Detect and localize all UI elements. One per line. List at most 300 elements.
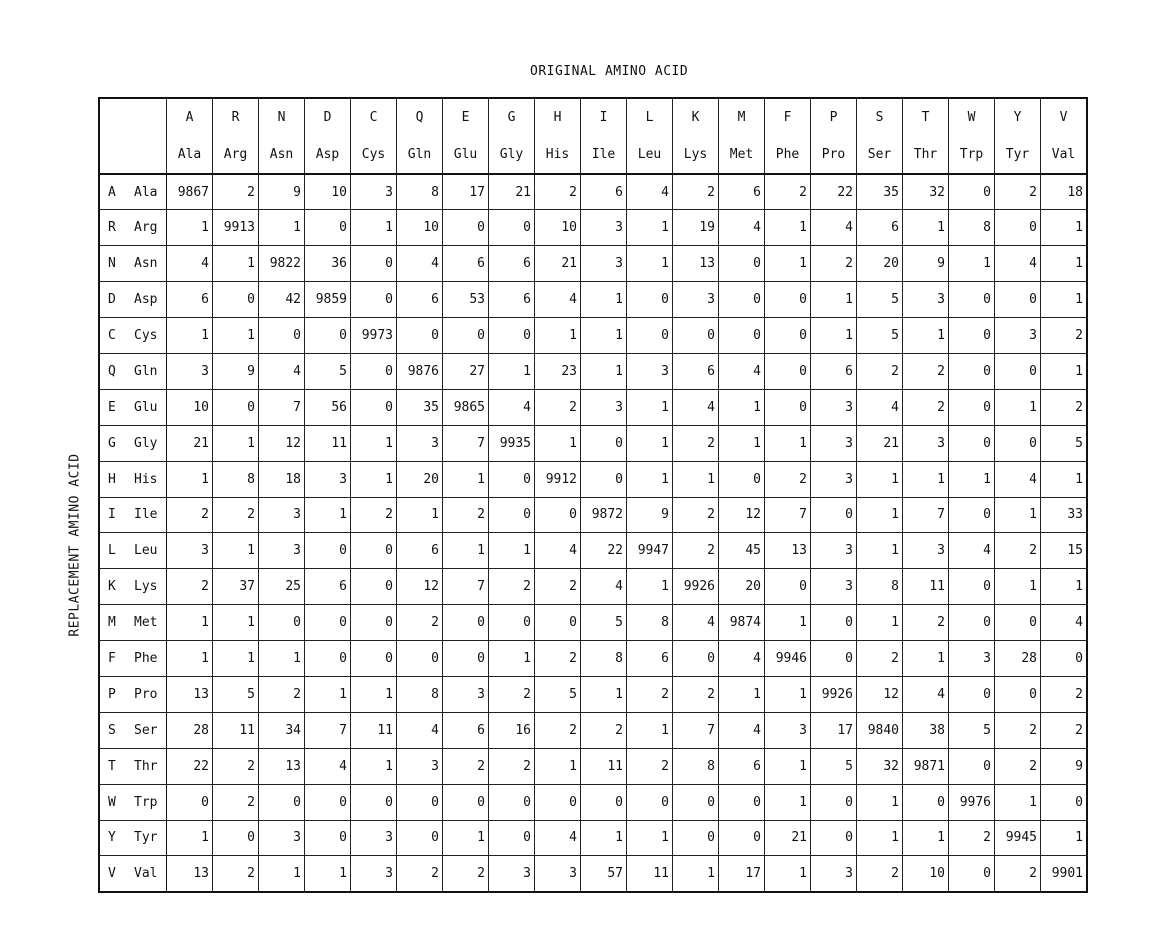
table-cell: 2 xyxy=(673,425,719,461)
table-cell: 25 xyxy=(259,569,305,605)
table-cell: 10 xyxy=(305,174,351,210)
column-header-arg xyxy=(213,98,259,174)
table-cell: 1 xyxy=(627,210,673,246)
column-name: His xyxy=(545,147,570,162)
table-cell: 1 xyxy=(1041,282,1088,318)
table-cell: 13 xyxy=(167,856,213,892)
table-cell: 1 xyxy=(489,533,535,569)
table-row-asn xyxy=(99,246,1087,282)
table-cell: 0 xyxy=(949,569,995,605)
table-cell: 0 xyxy=(719,461,765,497)
table-cell: 3 xyxy=(489,856,535,892)
table-cell: 3 xyxy=(351,856,397,892)
table-row-cys xyxy=(99,318,1087,354)
row-header-leu xyxy=(99,533,167,569)
column-name: Met xyxy=(729,147,754,162)
table-cell: 2 xyxy=(443,497,489,533)
table-cell: 2 xyxy=(903,389,949,425)
table-cell: 1 xyxy=(903,461,949,497)
table-cell: 0 xyxy=(397,641,443,677)
table-cell: 1 xyxy=(535,425,581,461)
row-code: S xyxy=(108,722,116,738)
table-cell: 0 xyxy=(765,353,811,389)
table-cell: 2 xyxy=(397,605,443,641)
row-code: M xyxy=(108,615,116,631)
row-name: Arg xyxy=(134,220,158,236)
table-cell: 2 xyxy=(673,533,719,569)
table-cell: 8 xyxy=(673,748,719,784)
table-cell: 4 xyxy=(673,605,719,641)
table-cell: 0 xyxy=(397,820,443,856)
table-cell: 1 xyxy=(719,425,765,461)
table-cell: 20 xyxy=(397,461,443,497)
table-cell: 4 xyxy=(719,712,765,748)
row-name: Glu xyxy=(134,399,158,415)
column-name: Thr xyxy=(913,147,938,162)
row-name: Asp xyxy=(134,292,158,308)
table-cell: 1 xyxy=(351,210,397,246)
table-cell: 0 xyxy=(581,425,627,461)
table-cell: 2 xyxy=(811,246,857,282)
column-name: Trp xyxy=(959,147,984,162)
column-name: Phe xyxy=(775,147,800,162)
table-cell: 2 xyxy=(443,856,489,892)
table-cell: 0 xyxy=(489,820,535,856)
table-cell: 1 xyxy=(167,820,213,856)
table-cell: 53 xyxy=(443,282,489,318)
table-cell: 1 xyxy=(213,641,259,677)
table-cell: 0 xyxy=(765,318,811,354)
table-cell: 2 xyxy=(213,748,259,784)
table-cell: 2 xyxy=(535,174,581,210)
table-cell: 0 xyxy=(305,318,351,354)
column-name: Pro xyxy=(821,147,846,162)
table-cell: 1 xyxy=(903,641,949,677)
table-cell: 2 xyxy=(535,712,581,748)
column-code: V xyxy=(1059,110,1068,125)
column-code: N xyxy=(277,110,286,125)
table-cell: 9867 xyxy=(167,174,213,210)
table-cell: 0 xyxy=(213,282,259,318)
table-cell: 1 xyxy=(627,820,673,856)
table-cell: 1 xyxy=(213,605,259,641)
table-cell: 1 xyxy=(765,605,811,641)
table-cell: 1 xyxy=(213,533,259,569)
table-cell: 1 xyxy=(1041,569,1088,605)
table-cell: 1 xyxy=(903,210,949,246)
table-cell: 10 xyxy=(903,856,949,892)
table-cell: 0 xyxy=(811,784,857,820)
row-name: Leu xyxy=(134,543,158,559)
table-cell: 0 xyxy=(673,318,719,354)
table-cell: 1 xyxy=(903,820,949,856)
table-cell: 1 xyxy=(765,246,811,282)
table-cell: 0 xyxy=(581,461,627,497)
table-cell: 17 xyxy=(811,712,857,748)
table-cell: 1 xyxy=(305,856,351,892)
table-cell: 4 xyxy=(259,353,305,389)
column-header-asn xyxy=(259,98,305,174)
table-cell: 0 xyxy=(719,282,765,318)
table-cell: 9926 xyxy=(673,569,719,605)
table-cell: 1 xyxy=(995,569,1041,605)
table-cell: 0 xyxy=(949,748,995,784)
table-row-arg xyxy=(99,210,1087,246)
table-cell: 9945 xyxy=(995,820,1041,856)
column-header-his xyxy=(535,98,581,174)
table-cell: 0 xyxy=(811,820,857,856)
table-cell: 9976 xyxy=(949,784,995,820)
column-code: L xyxy=(645,110,654,125)
table-cell: 1 xyxy=(443,533,489,569)
table-cell: 1 xyxy=(811,282,857,318)
table-cell: 0 xyxy=(949,425,995,461)
table-cell: 0 xyxy=(305,641,351,677)
table-cell: 4 xyxy=(535,282,581,318)
table-cell: 1 xyxy=(259,210,305,246)
table-cell: 0 xyxy=(719,784,765,820)
table-cell: 0 xyxy=(995,676,1041,712)
row-name: His xyxy=(134,471,158,487)
table-cell: 1 xyxy=(167,210,213,246)
row-code: W xyxy=(108,794,116,810)
table-cell: 13 xyxy=(259,748,305,784)
table-cell: 1 xyxy=(351,676,397,712)
table-cell: 0 xyxy=(535,784,581,820)
column-header-pro xyxy=(811,98,857,174)
column-header-val xyxy=(1041,98,1088,174)
row-code: D xyxy=(108,292,116,308)
table-cell: 1 xyxy=(765,748,811,784)
table-cell: 7 xyxy=(443,569,489,605)
table-cell: 0 xyxy=(397,784,443,820)
column-header-row xyxy=(99,98,1087,174)
table-cell: 0 xyxy=(351,246,397,282)
table-cell: 8 xyxy=(627,605,673,641)
table-cell: 1 xyxy=(581,676,627,712)
column-header-leu xyxy=(627,98,673,174)
table-cell: 34 xyxy=(259,712,305,748)
row-name: Pro xyxy=(134,686,158,702)
table-cell: 4 xyxy=(995,461,1041,497)
table-cell: 21 xyxy=(857,425,903,461)
table-cell: 1 xyxy=(857,605,903,641)
table-cell: 6 xyxy=(489,282,535,318)
table-cell: 11 xyxy=(351,712,397,748)
table-cell: 7 xyxy=(673,712,719,748)
table-cell: 0 xyxy=(397,318,443,354)
column-header-ile xyxy=(581,98,627,174)
table-cell: 2 xyxy=(397,856,443,892)
table-row-his xyxy=(99,461,1087,497)
column-name: Cys xyxy=(361,147,386,162)
table-cell: 0 xyxy=(443,784,489,820)
table-cell: 17 xyxy=(719,856,765,892)
table-cell: 1 xyxy=(1041,210,1088,246)
column-header-gln xyxy=(397,98,443,174)
table-cell: 0 xyxy=(949,318,995,354)
column-code: I xyxy=(599,110,608,125)
table-cell: 13 xyxy=(167,676,213,712)
table-cell: 8 xyxy=(949,210,995,246)
table-cell: 3 xyxy=(581,246,627,282)
column-code: P xyxy=(829,110,838,125)
table-cell: 0 xyxy=(305,784,351,820)
replacement-amino-acid-title: REPLACEMENT AMINO ACID xyxy=(67,453,83,637)
row-code: N xyxy=(108,256,116,272)
table-cell: 2 xyxy=(673,497,719,533)
table-cell: 5 xyxy=(949,712,995,748)
table-cell: 6 xyxy=(719,748,765,784)
table-cell: 1 xyxy=(765,856,811,892)
row-code: F xyxy=(108,651,116,667)
table-cell: 6 xyxy=(581,174,627,210)
row-header-glu xyxy=(99,389,167,425)
table-cell: 9946 xyxy=(765,641,811,677)
row-name: Gln xyxy=(134,363,158,379)
row-header-gln xyxy=(99,353,167,389)
table-row-val xyxy=(99,856,1087,892)
table-cell: 2 xyxy=(1041,676,1088,712)
table-cell: 1 xyxy=(351,461,397,497)
table-cell: 0 xyxy=(719,246,765,282)
table-cell: 6 xyxy=(857,210,903,246)
column-name: Asn xyxy=(269,147,294,162)
table-cell: 3 xyxy=(811,461,857,497)
table-cell: 0 xyxy=(443,210,489,246)
table-cell: 1 xyxy=(1041,353,1088,389)
table-cell: 1 xyxy=(719,676,765,712)
table-cell: 3 xyxy=(351,820,397,856)
column-header-cys xyxy=(351,98,397,174)
table-cell: 15 xyxy=(1041,533,1088,569)
row-header-his xyxy=(99,461,167,497)
column-code: D xyxy=(323,110,332,125)
row-header-ile xyxy=(99,497,167,533)
table-cell: 1 xyxy=(489,641,535,677)
table-cell: 9 xyxy=(213,353,259,389)
table-cell: 4 xyxy=(397,712,443,748)
table-cell: 2 xyxy=(857,856,903,892)
row-code: A xyxy=(108,184,116,200)
column-code: F xyxy=(783,110,792,125)
table-cell: 0 xyxy=(995,425,1041,461)
table-cell: 1 xyxy=(351,425,397,461)
table-cell: 0 xyxy=(719,820,765,856)
original-amino-acid-title: ORIGINAL AMINO ACID xyxy=(530,64,689,79)
table-cell: 0 xyxy=(443,318,489,354)
table-cell: 8 xyxy=(397,676,443,712)
table-cell: 3 xyxy=(397,425,443,461)
table-cell: 20 xyxy=(857,246,903,282)
table-cell: 7 xyxy=(765,497,811,533)
table-cell: 4 xyxy=(167,246,213,282)
table-cell: 0 xyxy=(949,282,995,318)
table-cell: 7 xyxy=(443,425,489,461)
table-cell: 45 xyxy=(719,533,765,569)
table-cell: 9 xyxy=(627,497,673,533)
column-header-tyr xyxy=(995,98,1041,174)
table-cell: 18 xyxy=(1041,174,1088,210)
table-row-lys xyxy=(99,569,1087,605)
table-cell: 42 xyxy=(259,282,305,318)
table-cell: 2 xyxy=(903,605,949,641)
table-cell: 3 xyxy=(397,748,443,784)
table-cell: 6 xyxy=(397,533,443,569)
table-cell: 1 xyxy=(765,676,811,712)
table-cell: 1 xyxy=(581,282,627,318)
row-header-cys xyxy=(99,318,167,354)
table-cell: 3 xyxy=(811,533,857,569)
table-cell: 4 xyxy=(627,174,673,210)
table-cell: 2 xyxy=(535,641,581,677)
table-cell: 6 xyxy=(719,174,765,210)
row-header-ala xyxy=(99,174,167,210)
column-code: Y xyxy=(1013,110,1022,125)
table-cell: 0 xyxy=(949,856,995,892)
table-cell: 1 xyxy=(995,784,1041,820)
table-cell: 1 xyxy=(1041,246,1088,282)
row-code: G xyxy=(108,435,116,451)
table-cell: 2 xyxy=(765,174,811,210)
table-cell: 2 xyxy=(1041,389,1088,425)
table-cell: 56 xyxy=(305,389,351,425)
row-header-trp xyxy=(99,784,167,820)
table-cell: 2 xyxy=(857,353,903,389)
column-name: Glu xyxy=(453,147,478,162)
table-cell: 3 xyxy=(903,425,949,461)
table-cell: 1 xyxy=(351,748,397,784)
table-cell: 1 xyxy=(581,353,627,389)
table-cell: 0 xyxy=(627,784,673,820)
table-cell: 6 xyxy=(811,353,857,389)
table-cell: 17 xyxy=(443,174,489,210)
table-row-gln xyxy=(99,353,1087,389)
table-cell: 0 xyxy=(443,605,489,641)
table-cell: 20 xyxy=(719,569,765,605)
table-cell: 1 xyxy=(903,318,949,354)
table-cell: 9871 xyxy=(903,748,949,784)
table-cell: 6 xyxy=(443,246,489,282)
row-name: Ile xyxy=(134,507,158,523)
table-corner-cell xyxy=(99,98,167,174)
table-cell: 0 xyxy=(811,497,857,533)
table-cell: 13 xyxy=(673,246,719,282)
table-cell: 0 xyxy=(167,784,213,820)
column-header-asp xyxy=(305,98,351,174)
column-header-ser xyxy=(857,98,903,174)
table-cell: 2 xyxy=(213,497,259,533)
table-cell: 5 xyxy=(857,318,903,354)
table-cell: 0 xyxy=(765,569,811,605)
table-cell: 3 xyxy=(995,318,1041,354)
row-name: Ser xyxy=(134,722,158,738)
table-cell: 2 xyxy=(351,497,397,533)
table-row-ser xyxy=(99,712,1087,748)
table-cell: 12 xyxy=(857,676,903,712)
table-cell: 1 xyxy=(811,318,857,354)
table-cell: 1 xyxy=(949,246,995,282)
table-cell: 0 xyxy=(351,389,397,425)
table-cell: 32 xyxy=(903,174,949,210)
table-cell: 9840 xyxy=(857,712,903,748)
table-cell: 3 xyxy=(949,641,995,677)
table-cell: 3 xyxy=(581,210,627,246)
table-cell: 3 xyxy=(443,676,489,712)
table-cell: 1 xyxy=(443,461,489,497)
table-cell: 6 xyxy=(489,246,535,282)
table-cell: 2 xyxy=(535,389,581,425)
table-cell: 4 xyxy=(489,389,535,425)
table-cell: 1 xyxy=(765,425,811,461)
table-cell: 0 xyxy=(351,784,397,820)
table-cell: 0 xyxy=(995,605,1041,641)
table-cell: 1 xyxy=(259,856,305,892)
table-cell: 38 xyxy=(903,712,949,748)
table-cell: 1 xyxy=(673,461,719,497)
table-cell: 0 xyxy=(949,174,995,210)
column-code: Q xyxy=(415,110,424,125)
table-cell: 6 xyxy=(167,282,213,318)
table-cell: 1 xyxy=(627,569,673,605)
table-cell: 27 xyxy=(443,353,489,389)
table-cell: 4 xyxy=(397,246,443,282)
table-cell: 3 xyxy=(903,533,949,569)
row-code: Y xyxy=(108,830,116,846)
row-header-asp xyxy=(99,282,167,318)
table-cell: 4 xyxy=(903,676,949,712)
row-header-met xyxy=(99,605,167,641)
table-cell: 2 xyxy=(995,174,1041,210)
table-cell: 4 xyxy=(995,246,1041,282)
table-cell: 4 xyxy=(581,569,627,605)
table-cell: 9822 xyxy=(259,246,305,282)
row-header-lys xyxy=(99,569,167,605)
table-cell: 2 xyxy=(213,784,259,820)
column-name: Gly xyxy=(499,147,524,162)
table-cell: 2 xyxy=(213,174,259,210)
table-cell: 18 xyxy=(259,461,305,497)
row-header-asn xyxy=(99,246,167,282)
table-cell: 0 xyxy=(535,605,581,641)
table-cell: 3 xyxy=(259,497,305,533)
table-cell: 4 xyxy=(719,210,765,246)
table-row-trp xyxy=(99,784,1087,820)
row-name: Cys xyxy=(134,328,158,343)
column-header-trp xyxy=(949,98,995,174)
row-header-phe xyxy=(99,641,167,677)
table-cell: 4 xyxy=(719,641,765,677)
table-cell: 28 xyxy=(995,641,1041,677)
table-cell: 21 xyxy=(765,820,811,856)
table-cell: 1 xyxy=(857,784,903,820)
table-cell: 1 xyxy=(995,389,1041,425)
row-code: I xyxy=(108,507,116,523)
table-cell: 9901 xyxy=(1041,856,1088,892)
table-cell: 4 xyxy=(1041,605,1088,641)
row-name: Met xyxy=(134,615,158,631)
column-header-met xyxy=(719,98,765,174)
row-name: Gly xyxy=(134,435,158,451)
table-cell: 5 xyxy=(305,353,351,389)
table-cell: 6 xyxy=(627,641,673,677)
column-code: M xyxy=(737,110,746,125)
table-cell: 9865 xyxy=(443,389,489,425)
column-header-gly xyxy=(489,98,535,174)
row-name: Ala xyxy=(134,184,158,200)
table-cell: 11 xyxy=(213,712,259,748)
table-cell: 0 xyxy=(673,784,719,820)
